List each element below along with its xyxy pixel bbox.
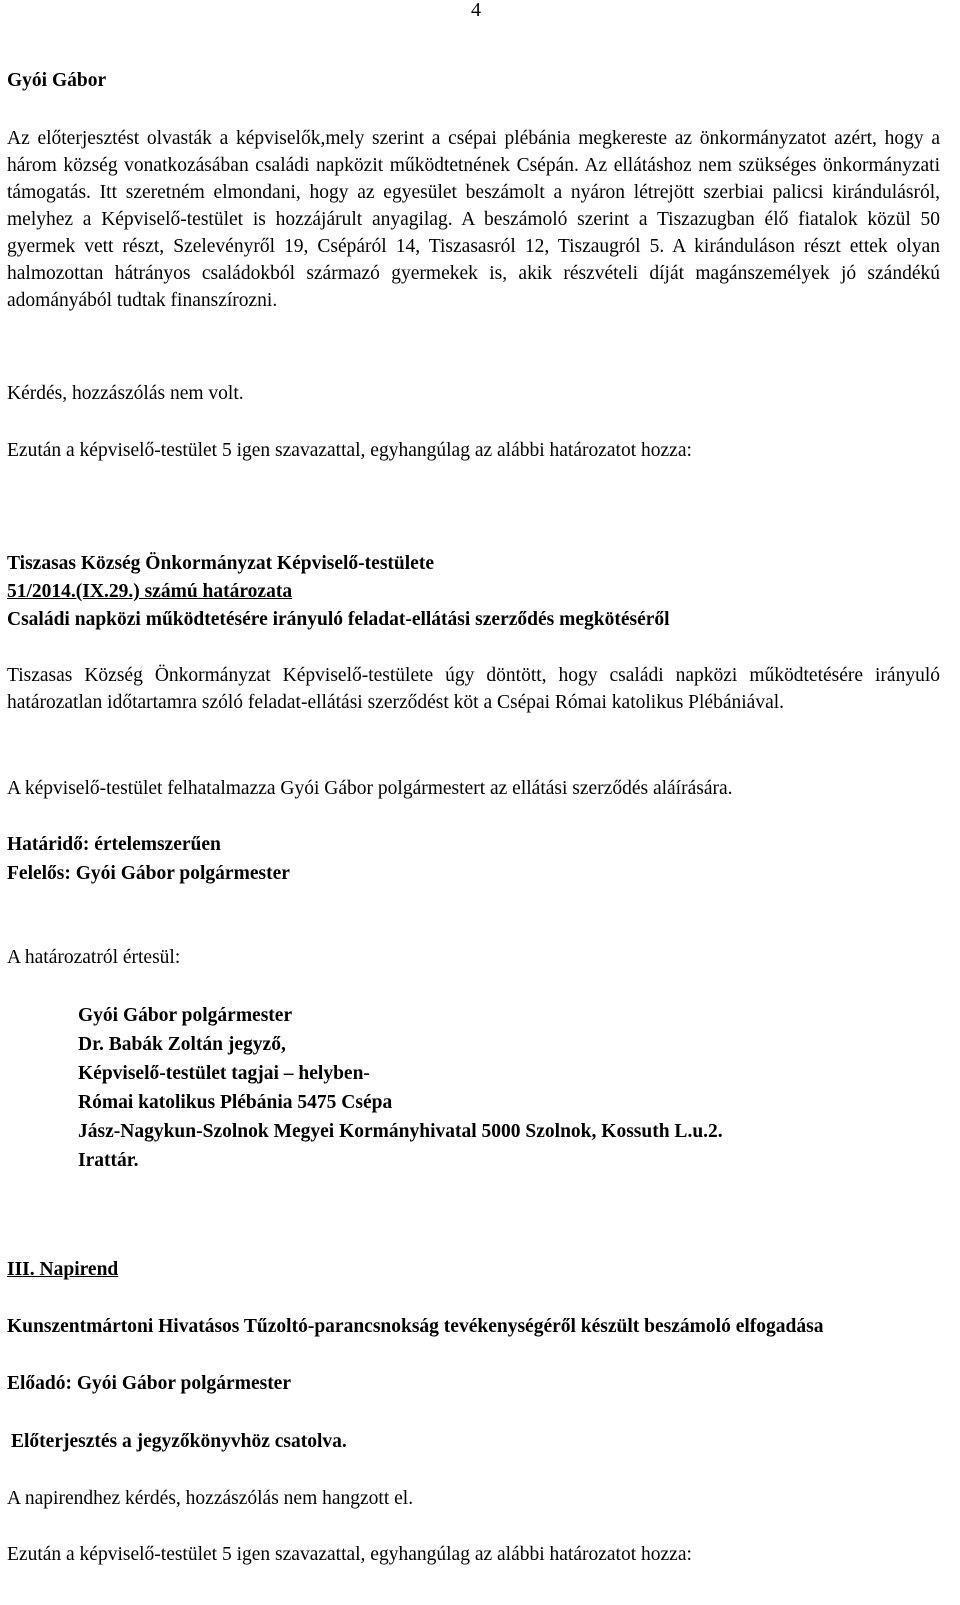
- resolution-responsible: Felelős: Gyói Gábor polgármester: [7, 863, 290, 884]
- resolution-body-name: Tiszasas Község Önkormányzat Képviselő-testülete: [7, 553, 434, 574]
- resolution-deadline: Határidő: értelemszerűen: [7, 834, 221, 855]
- recipient-item: Jász-Nagykun-Szolnok Megyei Kormányhivatal 5000 Szolnok, Kossuth L.u.2.: [78, 1121, 723, 1142]
- no-questions-note: Kérdés, hozzászólás nem volt.: [7, 383, 244, 404]
- agenda-vote-intro: Ezután a képviselő-testület 5 igen szavazattal, egyhangúlag az alábbi határozatot hozza:: [7, 1544, 692, 1565]
- agenda-heading: III. Napirend: [7, 1259, 119, 1280]
- recipient-item: Gyói Gábor polgármester: [78, 1005, 293, 1026]
- agenda-no-questions: A napirendhez kérdés, hozzászólás nem hangzott el.: [7, 1488, 414, 1509]
- recipient-item: Irattár.: [78, 1150, 139, 1171]
- resolution-number: 51/2014.(IX.29.) számú határozata: [7, 581, 293, 602]
- resolution-title: Családi napközi működtetésére irányuló feladat-ellátási szerződés megkötéséről: [7, 609, 670, 630]
- speaker-name: Gyói Gábor: [7, 70, 107, 91]
- recipient-item: Római katolikus Plébánia 5475 Csépa: [78, 1092, 393, 1113]
- recipient-item: Képviselő-testület tagjai – helyben-: [78, 1063, 370, 1084]
- resolution-decision-text: Tiszasas Község Önkormányzat Képviselő-testülete úgy döntött, hogy családi napközi működtetésére irányuló határozatlan időtartamra szóló feladat-ellátási szerződést köt a Csépai Római katolikus Plébániával.: [7, 665, 940, 713]
- intro-paragraph: Az előterjesztést olvasták a képviselők,mely szerint a csépai plébánia megkereste az önkormányzatot azért, hogy a három község vonatkozásában családi napközit működtetnének Csépán. Az ellátáshoz nem szükséges önkormányzati támogatás. Itt szeretném elmondani, hogy az egyesület beszámolt a nyáron létrejött szerbiai palicsi kirándulásról, melyhez a Képviselő-testület is hozzájárult anyagilag. A beszámoló szerint a Tiszazugban élő fiatalok közül 50 gyermek vett részt, Szelevényről 19, Csépáról 14, Tiszasasról 12, Tiszaugról 5. A kiránduláson részt ettek olyan halmozottan hátrányos családokból származó gyermekek is, akik részvételi díját magánszemélyek jó szándékú adományából tudtak finanszírozni.: [7, 128, 940, 311]
- agenda-presenter: Előadó: Gyói Gábor polgármester: [7, 1373, 291, 1394]
- agenda-attachment-note: Előterjesztés a jegyzőkönyvhöz csatolva.: [11, 1431, 347, 1452]
- recipient-item: Dr. Babák Zoltán jegyző,: [78, 1034, 286, 1055]
- notify-label: A határozatról értesül:: [7, 947, 181, 968]
- recipient-list: [78, 1002, 723, 1176]
- vote-intro: Ezután a képviselő-testület 5 igen szavazattal, egyhangúlag az alábbi határozatot hozza:: [7, 440, 692, 461]
- agenda-title: Kunszentmártoni Hivatásos Tűzoltó-parancsnokság tevékenységéről készült beszámoló elfogadása: [7, 1316, 824, 1337]
- page-number: 4: [471, 0, 481, 21]
- resolution-authorization: A képviselő-testület felhatalmazza Gyói Gábor polgármestert az ellátási szerződés aláírására.: [7, 778, 733, 799]
